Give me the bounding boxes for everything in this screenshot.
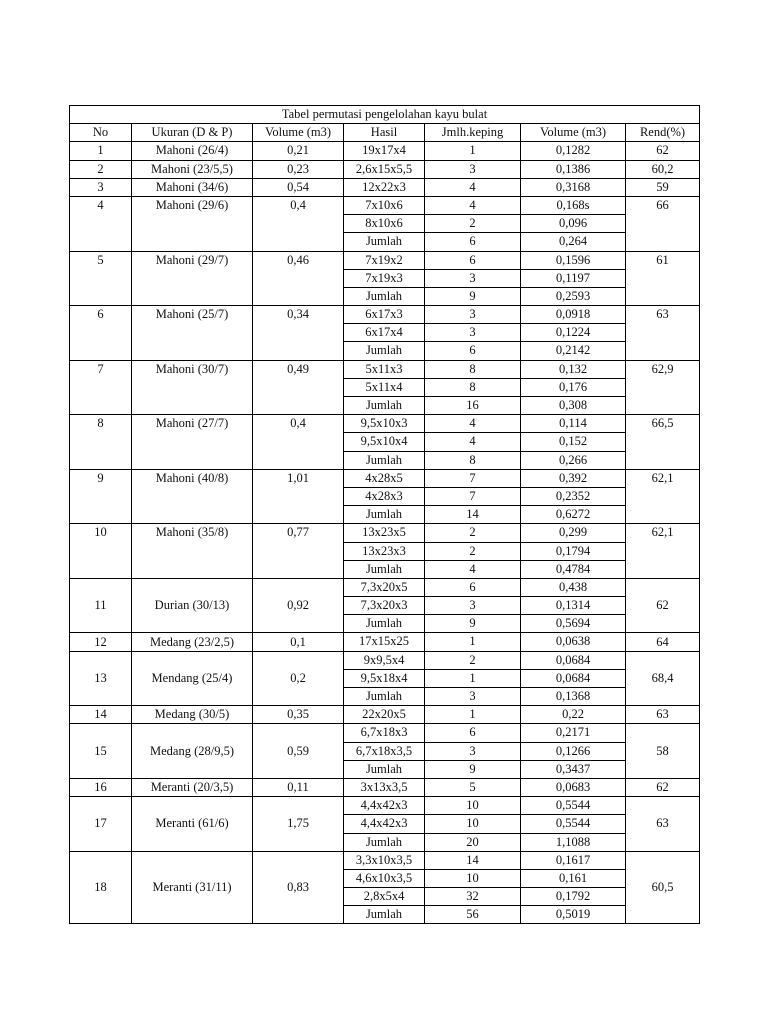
row-ukuran: Mahoni (25/7) <box>132 306 253 361</box>
row-number: 17 <box>70 797 132 852</box>
row-jumlah-keping: 3 <box>425 688 521 706</box>
row-number: 18 <box>70 851 132 924</box>
row-jumlah-keping: 8 <box>425 451 521 469</box>
table-row <box>70 633 700 651</box>
row-jumlah-keping: 6 <box>425 724 521 742</box>
row-volume-hasil: 0,1224 <box>521 324 626 342</box>
row-volume-hasil: 0,2171 <box>521 724 626 742</box>
row-ukuran: Mahoni (27/7) <box>132 415 253 470</box>
header-jumlah-keping: Jmlh.keping <box>425 124 521 142</box>
table-row <box>70 724 700 742</box>
header-volume-hasil: Volume (m3) <box>521 124 626 142</box>
row-hasil: Jumlah <box>344 397 425 415</box>
row-ukuran: Medang (30/5) <box>132 706 253 724</box>
table-title: Tabel permutasi pengelolahan kayu bulat <box>70 106 700 124</box>
row-volume-hasil: 0,176 <box>521 378 626 396</box>
row-rendemen: 63 <box>626 706 700 724</box>
row-volume-hasil: 0,114 <box>521 415 626 433</box>
row-number: 4 <box>70 196 132 251</box>
row-hasil: 7,3x20x5 <box>344 578 425 596</box>
header-volume: Volume (m3) <box>253 124 344 142</box>
row-hasil: 8x10x6 <box>344 215 425 233</box>
row-volume-hasil: 0,1596 <box>521 251 626 269</box>
row-volume-hasil: 1,1088 <box>521 833 626 851</box>
table-row <box>70 160 700 178</box>
row-hasil: Jumlah <box>344 342 425 360</box>
table-row <box>70 196 700 214</box>
row-hasil: Jumlah <box>344 688 425 706</box>
row-rendemen: 62 <box>626 578 700 633</box>
row-rendemen: 60,2 <box>626 160 700 178</box>
row-volume-hasil: 0,1197 <box>521 269 626 287</box>
row-jumlah-keping: 6 <box>425 342 521 360</box>
row-jumlah-keping: 8 <box>425 360 521 378</box>
row-jumlah-keping: 6 <box>425 578 521 596</box>
row-jumlah-keping: 2 <box>425 215 521 233</box>
row-hasil: 4x28x5 <box>344 469 425 487</box>
row-volume-hasil: 0,5544 <box>521 797 626 815</box>
row-hasil: 9,5x10x3 <box>344 415 425 433</box>
row-hasil: Jumlah <box>344 287 425 305</box>
row-rendemen: 66 <box>626 196 700 251</box>
row-volume-hasil: 0,438 <box>521 578 626 596</box>
row-volume: 0,35 <box>253 706 344 724</box>
row-volume-hasil: 0,392 <box>521 469 626 487</box>
row-volume: 0,92 <box>253 578 344 633</box>
row-jumlah-keping: 9 <box>425 287 521 305</box>
row-ukuran: Durian (30/13) <box>132 578 253 633</box>
row-volume-hasil: 0,3168 <box>521 178 626 196</box>
row-volume: 0,46 <box>253 251 344 306</box>
row-hasil: 5x11x3 <box>344 360 425 378</box>
table-row <box>70 469 700 487</box>
row-hasil: 4,6x10x3,5 <box>344 869 425 887</box>
table-row <box>70 415 700 433</box>
row-volume-hasil: 0,1314 <box>521 597 626 615</box>
row-hasil: 22x20x5 <box>344 706 425 724</box>
row-hasil: 6,7x18x3 <box>344 724 425 742</box>
row-jumlah-keping: 16 <box>425 397 521 415</box>
row-ukuran: Meranti (31/11) <box>132 851 253 924</box>
row-jumlah-keping: 6 <box>425 233 521 251</box>
row-hasil: 19x17x4 <box>344 142 425 160</box>
row-hasil: 17x15x25 <box>344 633 425 651</box>
row-volume-hasil: 0,2593 <box>521 287 626 305</box>
row-rendemen: 62 <box>626 778 700 796</box>
row-rendemen: 62,1 <box>626 524 700 579</box>
row-hasil: 6x17x4 <box>344 324 425 342</box>
row-jumlah-keping: 1 <box>425 706 521 724</box>
row-ukuran: Mahoni (40/8) <box>132 469 253 524</box>
row-volume-hasil: 0,299 <box>521 524 626 542</box>
row-number: 7 <box>70 360 132 415</box>
row-hasil: 13x23x3 <box>344 542 425 560</box>
row-rendemen: 62,9 <box>626 360 700 415</box>
row-volume-hasil: 0,096 <box>521 215 626 233</box>
row-number: 9 <box>70 469 132 524</box>
row-hasil: Jumlah <box>344 560 425 578</box>
row-jumlah-keping: 14 <box>425 506 521 524</box>
row-hasil: 4x28x3 <box>344 487 425 505</box>
row-jumlah-keping: 7 <box>425 469 521 487</box>
row-volume-hasil: 0,1386 <box>521 160 626 178</box>
row-ukuran: Medang (28/9,5) <box>132 724 253 779</box>
row-volume: 0,83 <box>253 851 344 924</box>
row-volume-hasil: 0,1368 <box>521 688 626 706</box>
row-volume-hasil: 0,3437 <box>521 760 626 778</box>
row-hasil: Jumlah <box>344 615 425 633</box>
row-ukuran: Mahoni (29/6) <box>132 196 253 251</box>
row-jumlah-keping: 56 <box>425 906 521 924</box>
header-row <box>70 124 700 142</box>
row-number: 12 <box>70 633 132 651</box>
row-jumlah-keping: 3 <box>425 324 521 342</box>
header-hasil: Hasil <box>344 124 425 142</box>
row-hasil: 5x11x4 <box>344 378 425 396</box>
row-jumlah-keping: 8 <box>425 378 521 396</box>
row-hasil: 6x17x3 <box>344 306 425 324</box>
row-rendemen: 62,1 <box>626 469 700 524</box>
header-rendemen: Rend(%) <box>626 124 700 142</box>
header-ukuran: Ukuran (D & P) <box>132 124 253 142</box>
row-volume-hasil: 0,1282 <box>521 142 626 160</box>
row-rendemen: 62 <box>626 142 700 160</box>
row-hasil: 9x9,5x4 <box>344 651 425 669</box>
row-hasil: 6,7x18x3,5 <box>344 742 425 760</box>
row-jumlah-keping: 3 <box>425 269 521 287</box>
table-row <box>70 851 700 869</box>
row-hasil: 2,8x5x4 <box>344 888 425 906</box>
table-row <box>70 142 700 160</box>
row-volume-hasil: 0,5019 <box>521 906 626 924</box>
row-volume-hasil: 0,1617 <box>521 851 626 869</box>
row-jumlah-keping: 1 <box>425 633 521 651</box>
row-number: 2 <box>70 160 132 178</box>
row-jumlah-keping: 20 <box>425 833 521 851</box>
row-jumlah-keping: 10 <box>425 797 521 815</box>
row-hasil: 7x19x2 <box>344 251 425 269</box>
row-jumlah-keping: 4 <box>425 433 521 451</box>
row-volume-hasil: 0,132 <box>521 360 626 378</box>
row-volume-hasil: 0,0638 <box>521 633 626 651</box>
row-jumlah-keping: 6 <box>425 251 521 269</box>
row-number: 3 <box>70 178 132 196</box>
row-volume: 0,23 <box>253 160 344 178</box>
row-jumlah-keping: 3 <box>425 742 521 760</box>
row-hasil: Jumlah <box>344 451 425 469</box>
row-rendemen: 63 <box>626 797 700 852</box>
row-volume-hasil: 0,6272 <box>521 506 626 524</box>
row-jumlah-keping: 9 <box>425 760 521 778</box>
row-hasil: 3,3x10x3,5 <box>344 851 425 869</box>
row-volume-hasil: 0,2352 <box>521 487 626 505</box>
row-jumlah-keping: 2 <box>425 524 521 542</box>
row-volume-hasil: 0,0684 <box>521 651 626 669</box>
row-volume-hasil: 0,22 <box>521 706 626 724</box>
row-volume: 0,77 <box>253 524 344 579</box>
row-volume: 0,59 <box>253 724 344 779</box>
table-row <box>70 524 700 542</box>
row-hasil: 9,5x18x4 <box>344 669 425 687</box>
row-jumlah-keping: 9 <box>425 615 521 633</box>
permutation-table <box>69 105 700 924</box>
row-volume-hasil: 0,152 <box>521 433 626 451</box>
row-volume-hasil: 0,1266 <box>521 742 626 760</box>
row-volume: 0,1 <box>253 633 344 651</box>
row-ukuran: Mahoni (26/4) <box>132 142 253 160</box>
row-hasil: 12x22x3 <box>344 178 425 196</box>
row-rendemen: 66,5 <box>626 415 700 470</box>
row-hasil: Jumlah <box>344 760 425 778</box>
table-row <box>70 797 700 815</box>
row-volume-hasil: 0,4784 <box>521 560 626 578</box>
row-jumlah-keping: 3 <box>425 306 521 324</box>
row-rendemen: 63 <box>626 306 700 361</box>
row-hasil: 2,6x15x5,5 <box>344 160 425 178</box>
row-jumlah-keping: 3 <box>425 160 521 178</box>
row-number: 5 <box>70 251 132 306</box>
row-volume-hasil: 0,5694 <box>521 615 626 633</box>
row-jumlah-keping: 2 <box>425 542 521 560</box>
row-volume-hasil: 0,1794 <box>521 542 626 560</box>
row-volume-hasil: 0,264 <box>521 233 626 251</box>
row-jumlah-keping: 3 <box>425 597 521 615</box>
row-volume-hasil: 0,266 <box>521 451 626 469</box>
row-rendemen: 58 <box>626 724 700 779</box>
row-volume: 0,11 <box>253 778 344 796</box>
row-hasil: 7x19x3 <box>344 269 425 287</box>
row-ukuran: Mahoni (35/8) <box>132 524 253 579</box>
row-volume-hasil: 0,168s <box>521 196 626 214</box>
row-rendemen: 60,5 <box>626 851 700 924</box>
row-volume: 0,4 <box>253 415 344 470</box>
row-jumlah-keping: 1 <box>425 142 521 160</box>
row-hasil: 9,5x10x4 <box>344 433 425 451</box>
row-hasil: Jumlah <box>344 833 425 851</box>
row-volume: 1,01 <box>253 469 344 524</box>
row-hasil: Jumlah <box>344 233 425 251</box>
row-number: 1 <box>70 142 132 160</box>
row-jumlah-keping: 10 <box>425 815 521 833</box>
row-hasil: 13x23x5 <box>344 524 425 542</box>
row-volume-hasil: 0,0684 <box>521 669 626 687</box>
row-number: 13 <box>70 651 132 706</box>
table-row <box>70 778 700 796</box>
row-volume-hasil: 0,1792 <box>521 888 626 906</box>
table-row <box>70 251 700 269</box>
row-hasil: Jumlah <box>344 906 425 924</box>
row-hasil: Jumlah <box>344 506 425 524</box>
row-number: 8 <box>70 415 132 470</box>
row-volume-hasil: 0,5544 <box>521 815 626 833</box>
row-volume: 0,4 <box>253 196 344 251</box>
row-jumlah-keping: 7 <box>425 487 521 505</box>
table-body <box>70 142 700 924</box>
row-jumlah-keping: 1 <box>425 669 521 687</box>
row-jumlah-keping: 5 <box>425 778 521 796</box>
row-volume: 0,34 <box>253 306 344 361</box>
row-rendemen: 61 <box>626 251 700 306</box>
row-ukuran: Meranti (20/3,5) <box>132 778 253 796</box>
table-row <box>70 306 700 324</box>
row-volume: 0,49 <box>253 360 344 415</box>
row-number: 15 <box>70 724 132 779</box>
row-hasil: 4,4x42x3 <box>344 797 425 815</box>
row-number: 14 <box>70 706 132 724</box>
row-ukuran: Mahoni (29/7) <box>132 251 253 306</box>
row-jumlah-keping: 4 <box>425 415 521 433</box>
row-volume: 1,75 <box>253 797 344 852</box>
row-ukuran: Mahoni (30/7) <box>132 360 253 415</box>
row-volume: 0,21 <box>253 142 344 160</box>
row-hasil: 4,4x42x3 <box>344 815 425 833</box>
row-rendemen: 68,4 <box>626 651 700 706</box>
title-row <box>70 106 700 124</box>
table-row <box>70 651 700 669</box>
row-number: 6 <box>70 306 132 361</box>
row-jumlah-keping: 4 <box>425 196 521 214</box>
row-ukuran: Mahoni (34/6) <box>132 178 253 196</box>
row-volume: 0,2 <box>253 651 344 706</box>
row-ukuran: Medang (23/2,5) <box>132 633 253 651</box>
row-hasil: 7,3x20x3 <box>344 597 425 615</box>
row-volume-hasil: 0,161 <box>521 869 626 887</box>
table-row <box>70 578 700 596</box>
row-jumlah-keping: 14 <box>425 851 521 869</box>
row-jumlah-keping: 2 <box>425 651 521 669</box>
row-volume-hasil: 0,2142 <box>521 342 626 360</box>
row-ukuran: Meranti (61/6) <box>132 797 253 852</box>
table-row <box>70 706 700 724</box>
table-row <box>70 178 700 196</box>
row-jumlah-keping: 10 <box>425 869 521 887</box>
row-rendemen: 64 <box>626 633 700 651</box>
table-row <box>70 360 700 378</box>
row-jumlah-keping: 4 <box>425 560 521 578</box>
row-ukuran: Mahoni (23/5,5) <box>132 160 253 178</box>
row-rendemen: 59 <box>626 178 700 196</box>
row-ukuran: Mendang (25/4) <box>132 651 253 706</box>
header-no: No <box>70 124 132 142</box>
row-number: 11 <box>70 578 132 633</box>
row-volume-hasil: 0,0683 <box>521 778 626 796</box>
row-jumlah-keping: 32 <box>425 888 521 906</box>
row-volume-hasil: 0,308 <box>521 397 626 415</box>
row-volume-hasil: 0,0918 <box>521 306 626 324</box>
row-hasil: 3x13x3,5 <box>344 778 425 796</box>
row-number: 16 <box>70 778 132 796</box>
row-volume: 0,54 <box>253 178 344 196</box>
row-jumlah-keping: 4 <box>425 178 521 196</box>
row-number: 10 <box>70 524 132 579</box>
row-hasil: 7x10x6 <box>344 196 425 214</box>
